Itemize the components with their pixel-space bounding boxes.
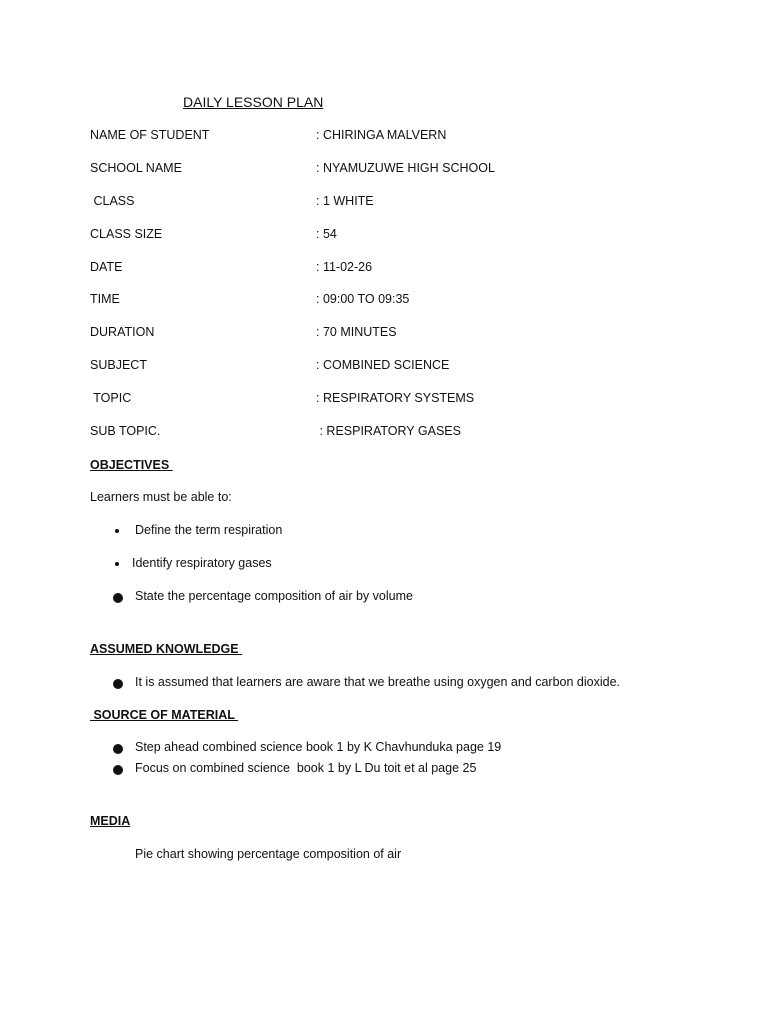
objective-item: State the percentage composition of air by volume	[135, 589, 413, 603]
media-text: Pie chart showing percentage composition of air	[135, 847, 402, 861]
bullet-icon	[113, 765, 123, 775]
bullet-icon	[115, 562, 119, 566]
objectives-intro: Learners must be able to:	[90, 490, 232, 504]
detail-row-student-name	[90, 128, 710, 146]
detail-label: DURATION	[90, 325, 155, 339]
bullet-icon	[115, 529, 119, 533]
detail-label: CLASS SIZE	[90, 227, 163, 241]
detail-value: : RESPIRATORY GASES	[316, 424, 461, 438]
detail-value: : 70 MINUTES	[316, 325, 397, 339]
assumed-knowledge-heading: ASSUMED KNOWLEDGE	[90, 642, 243, 656]
assumed-knowledge-item: It is assumed that learners are aware that we breathe using oxygen and carbon dioxide.	[135, 675, 621, 689]
detail-row-class-size	[90, 227, 710, 245]
detail-label: TOPIC	[90, 391, 132, 405]
objective-item: Define the term respiration	[135, 523, 283, 537]
bullet-icon	[113, 744, 123, 754]
detail-value: : COMBINED SCIENCE	[316, 358, 450, 372]
page-title: DAILY LESSON PLAN	[183, 94, 324, 110]
detail-row-school-name	[90, 161, 710, 179]
detail-value: : 1 WHITE	[316, 194, 374, 208]
detail-label: SUB TOPIC.	[90, 424, 161, 438]
detail-value: : 11-02-26	[316, 260, 373, 274]
source-item: Step ahead combined science book 1 by K Chavhunduka page 19	[135, 740, 502, 754]
objectives-heading: OBJECTIVES	[90, 458, 173, 472]
objective-item: Identify respiratory gases	[132, 556, 272, 570]
detail-label: DATE	[90, 260, 123, 274]
detail-label: TIME	[90, 292, 120, 306]
detail-label: CLASS	[90, 194, 135, 208]
detail-label: NAME OF STUDENT	[90, 128, 210, 142]
detail-value: : CHIRINGA MALVERN	[316, 128, 447, 142]
source-of-material-heading: SOURCE OF MATERIAL	[90, 708, 239, 722]
detail-label: SUBJECT	[90, 358, 147, 372]
detail-row-date	[90, 260, 710, 278]
bullet-icon	[113, 679, 123, 689]
media-heading: MEDIA	[90, 814, 131, 828]
source-item: Focus on combined science book 1 by L Du toit et al page 25	[135, 761, 477, 775]
detail-row-topic	[90, 391, 710, 409]
detail-row-time	[90, 292, 710, 310]
detail-value: : RESPIRATORY SYSTEMS	[316, 391, 475, 405]
detail-value: : 54	[316, 227, 337, 241]
detail-value: : 09:00 TO 09:35	[316, 292, 410, 306]
detail-label: SCHOOL NAME	[90, 161, 182, 175]
detail-value: : NYAMUZUWE HIGH SCHOOL	[316, 161, 495, 175]
bullet-icon	[113, 593, 123, 603]
detail-row-class	[90, 194, 710, 212]
detail-row-duration	[90, 325, 710, 343]
detail-row-subject	[90, 358, 710, 376]
detail-row-sub-topic	[90, 424, 710, 442]
